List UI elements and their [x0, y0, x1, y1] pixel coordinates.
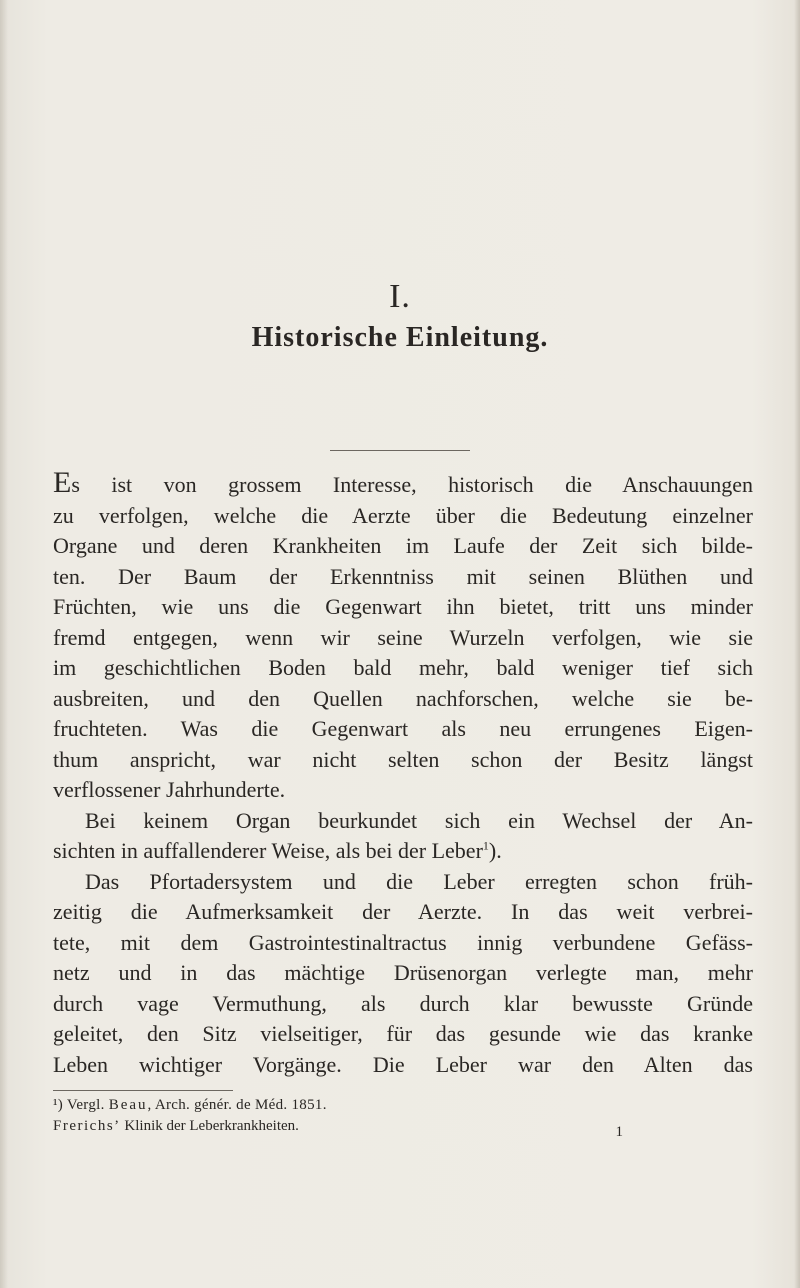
signature-mark: 1: [615, 1124, 623, 1140]
text-line: geleitet, den Sitz vielseitiger, für das gesunde wie das kranke: [53, 1021, 753, 1046]
page-edge-left: [0, 0, 8, 1288]
text-line: Leben wichtiger Vorgänge. Die Leber war den Alten das: [53, 1051, 753, 1077]
text-line: verflossener Jahrhunderte.: [53, 777, 286, 802]
title-divider: [330, 450, 470, 451]
chapter-title: Historische Einleitung.: [251, 322, 549, 353]
footnote-prefix: Vergl.: [66, 1097, 105, 1113]
page-edge-right: [794, 0, 800, 1288]
chapter-number: I.: [389, 278, 411, 315]
footer-author: Frerichs’: [53, 1118, 121, 1134]
text-line: Organe und deren Krankheiten im Laufe der Zeit sich bilde-: [53, 533, 753, 558]
body-text: [53, 466, 753, 1080]
text-line: fruchteten. Was die Gegenwart als neu errungenes Eigen-: [53, 716, 753, 741]
text-line: sichten in auffallenderer Weise, als bei der Leber$^1$).: [53, 838, 502, 863]
text-line: netz und in das mächtige Drüsenorgan verlegte man, mehr: [53, 960, 753, 985]
text-line: ten. Der Baum der Erkenntniss mit seinen Blüthen und: [53, 563, 753, 589]
footnote-reference[interactable]: 1: [482, 838, 489, 853]
text-line: Das Pfortadersystem und die Leber erregten schon früh-: [85, 868, 753, 894]
text-line: Es ist von grossem Interesse, historisch die Anschauungen: [53, 466, 753, 499]
text-line: fremd entgegen, wenn wir seine Wurzeln verfolgen, wie sie: [53, 624, 753, 650]
text-line: ausbreiten, und den Quellen nachforschen, welche sie be-: [53, 685, 753, 711]
footnote-marker: ¹): [53, 1097, 64, 1113]
footer-title: Klinik der Leberkrankheiten.: [124, 1118, 299, 1134]
footnote: [53, 1093, 753, 1117]
footnote-text: , Arch. génér. de Méd. 1851.: [147, 1097, 327, 1113]
footnote-divider: [53, 1090, 233, 1091]
text-line: Früchten, wie uns die Gegenwart ihn bietet, tritt uns minder: [53, 594, 753, 619]
drop-cap: E: [53, 466, 72, 499]
text-line: durch vage Vermuthung, als durch klar bewusste Gründe: [53, 990, 753, 1016]
text-line: im geschichtlichen Boden bald mehr, bald weniger tief sich: [53, 655, 753, 680]
text-line: thum anspricht, war nicht selten schon der Besitz längst: [53, 746, 753, 772]
footnote-author: Beau: [108, 1097, 148, 1113]
text-line: tete, mit dem Gastrointestinaltractus innig verbundene Gefäss-: [53, 929, 753, 955]
text-line: Bei keinem Organ beurkundet sich ein Wechsel der An-: [85, 807, 753, 833]
text-line: zu verfolgen, welche die Aerzte über die Bedeutung einzelner: [53, 502, 753, 528]
text-line: zeitig die Aufmerksamkeit der Aerzte. In das weit verbrei-: [53, 899, 753, 924]
page-footer: [53, 1118, 753, 1140]
